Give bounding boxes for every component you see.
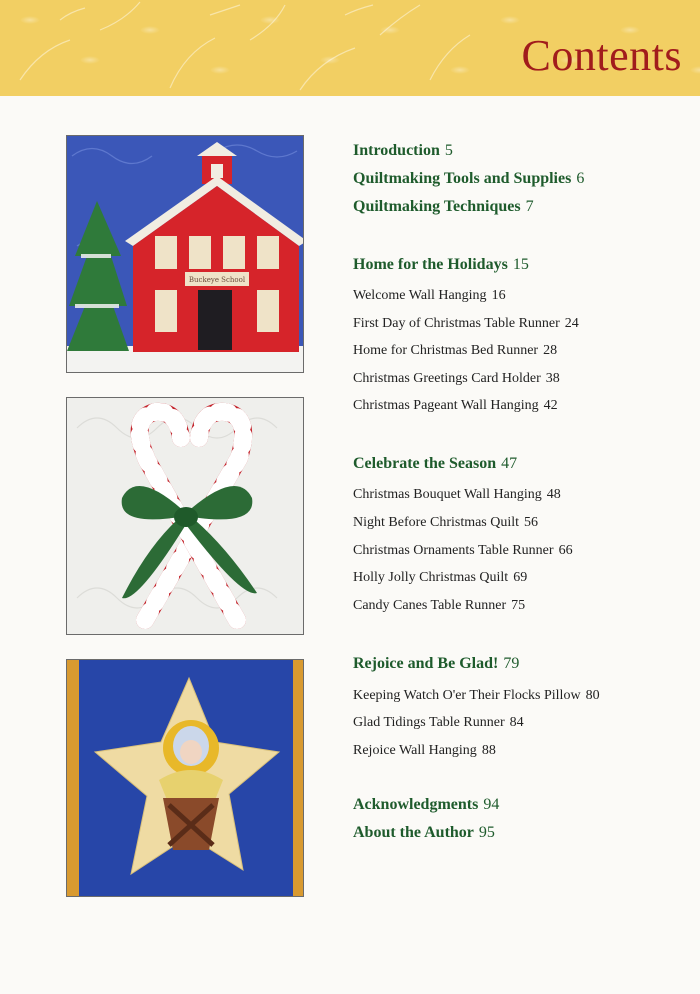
toc-item[interactable]: Night Before Christmas Quilt 56 [353,515,539,530]
toc-entry-introduction[interactable]: Introduction 5 [353,142,453,159]
toc-section-celebrate-season[interactable]: Celebrate the Season 47 [353,455,518,472]
page-title: Contents [521,31,682,80]
toc-item[interactable]: Christmas Ornaments Table Runner 66 [353,543,573,558]
toc-item[interactable]: Holly Jolly Christmas Quilt 69 [353,570,528,585]
toc-item[interactable]: Christmas Greetings Card Holder 38 [353,371,560,386]
schoolhouse-quilt-image [66,135,304,373]
school-sign: Buckeye School [188,276,246,284]
header-banner [0,0,700,96]
toc-item[interactable]: Christmas Pageant Wall Hanging 42 [353,398,558,413]
toc-item[interactable]: Candy Canes Table Runner 75 [353,598,526,613]
toc-entry-acknowledgments[interactable]: Acknowledgments 94 [353,796,500,813]
toc-section-home-holidays[interactable]: Home for the Holidays 15 [353,256,529,273]
toc-item[interactable]: Welcome Wall Hanging 16 [353,288,506,303]
toc-item[interactable]: Home for Christmas Bed Runner 28 [353,343,558,358]
nativity-star-quilt-image [66,659,304,897]
toc-item[interactable]: Glad Tidings Table Runner 84 [353,715,524,730]
toc-item[interactable]: Rejoice Wall Hanging 88 [353,743,496,758]
toc-entry-techniques[interactable]: Quiltmaking Techniques 7 [353,198,534,215]
toc-item[interactable]: Christmas Bouquet Wall Hanging 48 [353,487,561,502]
toc-item[interactable]: Keeping Watch O'er Their Flocks Pillow 80 [353,688,600,703]
candy-canes-quilt-image [66,397,304,635]
toc-entry-about-author[interactable]: About the Author 95 [353,824,495,841]
toc-entry-tools-supplies[interactable]: Quiltmaking Tools and Supplies 6 [353,170,585,187]
toc-section-rejoice-glad[interactable]: Rejoice and Be Glad! 79 [353,655,520,672]
toc-item[interactable]: First Day of Christmas Table Runner 24 [353,316,579,331]
